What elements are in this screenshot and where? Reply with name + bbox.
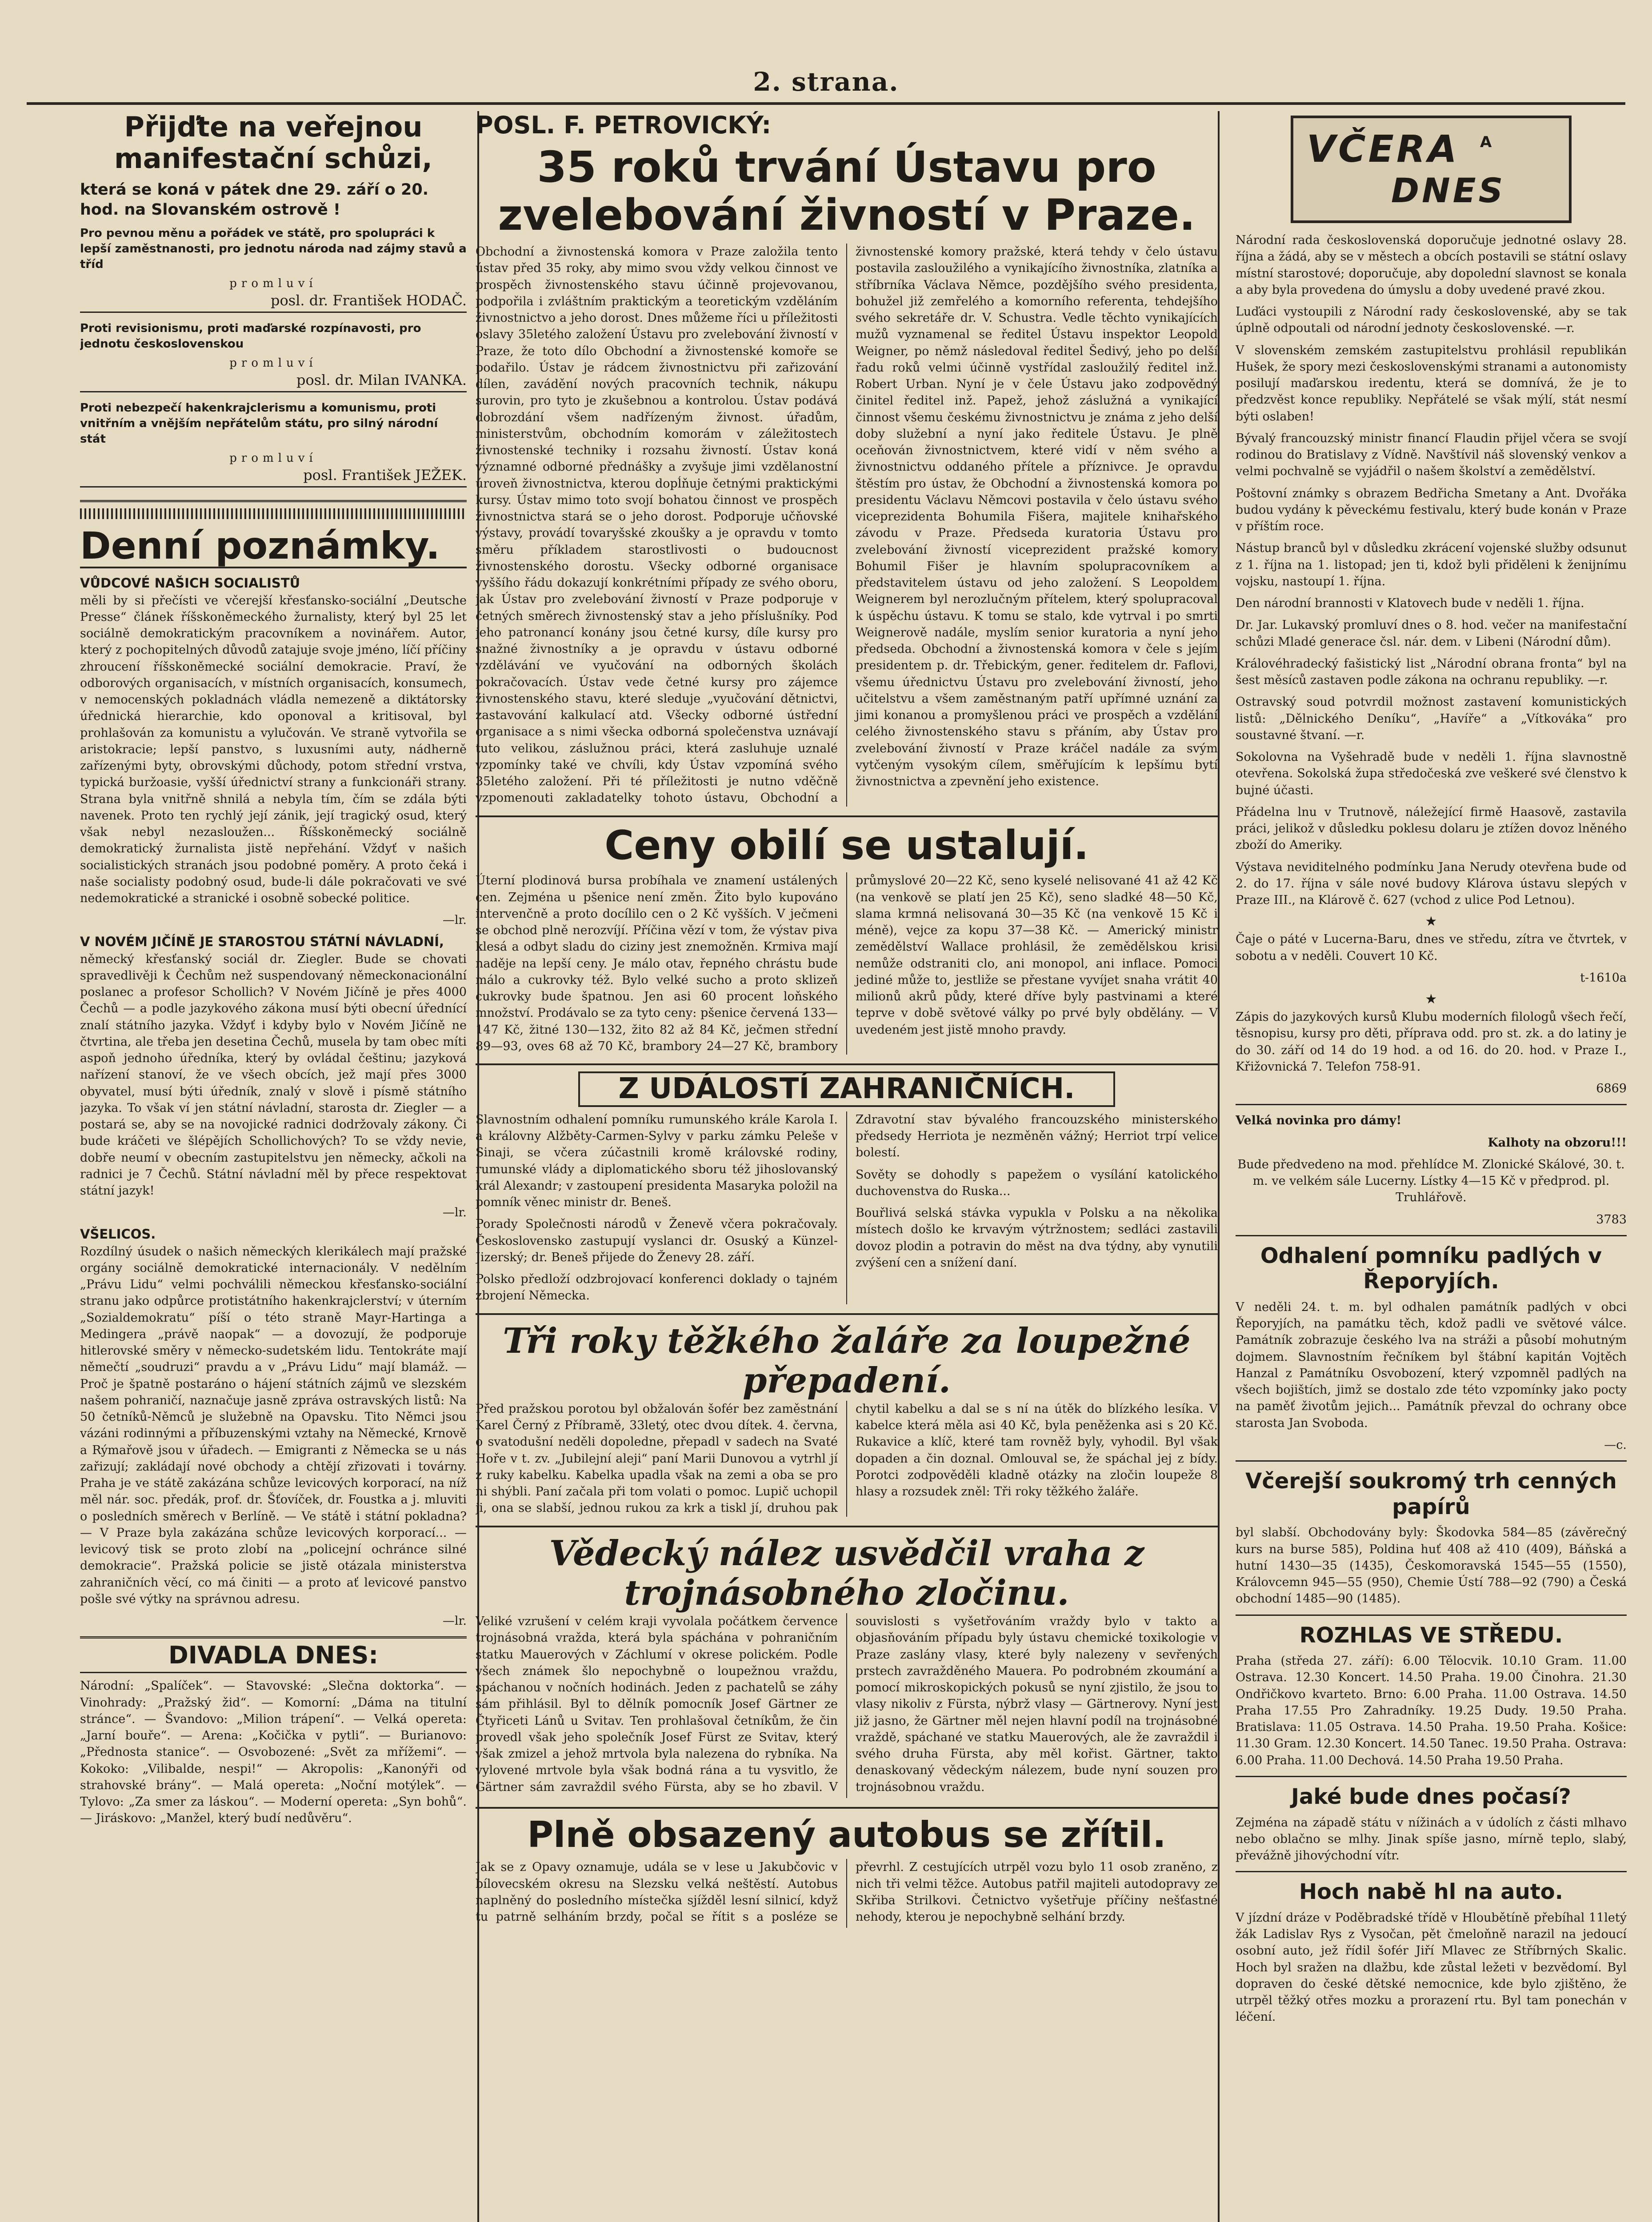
speaker-label: promluví: [229, 276, 317, 290]
brief-item: Nástup branců byl v důsledku zkrácení vojenské služby odsunut z 1. října na 1. listopad; jen ti, kdož byli přiděleni k ženijnímu vojsku, nastoupí 1. října.: [1236, 541, 1627, 588]
vcera-a-dnes-logo: [1291, 116, 1572, 223]
note-title: VŮDCOVÉ NAŠICH SOCIALISTŮ: [80, 575, 300, 591]
star-ornament: ★: [1425, 991, 1437, 1007]
news-item: Polsko předloží odzbrojovací konferenci doklady o tajném zbrojení Německa.: [476, 1272, 838, 1303]
divider: [476, 1063, 1218, 1065]
brief-item: Dr. Jar. Lukavský promluví dnes o 8. hod. večer na manifestační schůzi Mladé generace čsl. nár. dem. v Libeni (Národní dům).: [1236, 618, 1627, 649]
star-ornament: ★: [1425, 914, 1437, 930]
brief-item: Bývalý francouzský ministr financí Flaudin přijel včera se svojí rodinou do Bratislavy z Vídně. Navštívil náš slovenský venkov a velmi pochvalně se vyjádřil o našem školství a zemědělství.: [1236, 431, 1627, 479]
car-body: V jízdní dráze v Poděbradské třídě v Hloubětíně přebíhal 11letý žák Ladislav Rys z Vysočan, pět čmeloňně narazil na jedoucí osobní auto, jež řídil šofér Jiří Mlavec ze Stříbrných Skalic. Hoch byl sražen na dlažbu, kde zůstal ležeti v bezvědomí. Byl dopraven do české dětské nemocnice, kde bylo zjištěno, že utrpěl těžký otřes mozku a prorazení rtu. Byl tam ponechán v léčení.: [1236, 1910, 1627, 2024]
note-body: měli by si přečísti ve včerejší křesťansko-sociální „Deutsche Presse“ článek říšskoněmeckého žurnalisty, který byl 25 let sociálně demokratickým pracovníkem a novinářem. Autor, který z pochopitelných důvodů zatajuje svoje jméno, líčí příčiny zhroucení říšskoněmecké sociální demokracie. Praví, že odborových organisacích, v místních organisacích, konsumech, v nemocenských pokladnách vládla nemezeně a diktátorsky úřednická hierarchie, kdo oponoval a kritisoval, byl prohlašován za komunistu a vylučován. Ve straně vytvořila se aristokracie; lepší panstvo, s luxusními auty, nádherně zařízenými byty, obrovskými důchody, potom střední vrstva, typická buržoasie, vyšší úřednictví strany a funkcionáři strany. Strana byla vnitřně shnilá a nebyla tím, čím se zdála býti navenek. Proto ten rychlý její zánik, její tragický osud, který však nebyl nezasloužen... Říšskoněmecký sociálně demokratický žurnalista jistě nepřehání. Vždyť v našich socialistických stranách jsou podobné poměry. A proto čeká i naše socialisty podobný osud, bude-li dále pokračovati ve své nedemokratické a stranické i osobně sobecké politice.: [80, 593, 467, 906]
page-number: 2. strana.: [753, 67, 899, 97]
theatres-list: Národní: „Spalíček“. — Stavovské: „Slečna doktorka“. — Vinohrady: „Pražský žid“. — Komorní: „Dáma na titulní stránce“. — Švandovo: „Milion trápení“. — Velká opereta: „Jarní bouře“. — Arena: „Kočička v pytli“. — Burianovo: „Přednosta stanice“. — Osvobozené: „Svět za mřížemi“. — Kokoko: „Vilibalde, nespi!“ — Akropolis: „Kanonýři od strahovské brány“. — Malá opereta: „Noční motýlek“. — Tylovo: „Za smer za láskou“. — Moderní opereta: „Syn bohů“. — Jiráskovo: „Manžel, který budí nedůvěru“.: [80, 1679, 467, 1826]
novelty-show: Kalhoty na obzoru!!!: [1488, 1135, 1627, 1150]
article-body: Před pražskou porotou byl obžalován šofér bez zaměstnání Karel Černý z Příbramě, 33letý, otec dvou dítek. 4. června, o svatodušní neděli dopoledne, přepadl v sadech na Svaté Hoře v t. zv. „Jubilejní aleji“ paní Marii Dunovou a vytrhl jí z ruky kabelku. Kabelka upadla však na zemi a oba se pro ni shýbli. Paní začala při tom volati o pomoc. Lupič uchopil ji, ona se slabší, jednou rukou za krk a tiskl jí, druhou pak chytil kabelku a dal se s ní na útěk do blízkého lesíka. V kabelce která měla asi 40 Kč, byla peněženka asi s 20 Kč. Rukavice a klíč, které tam rovněž byly, vyhodil. Byl však dopaden a čin doznal. Omlouval se, že spáchal jej z bídy. Porotci zodpověděli kladně otázky na zločin loupeže 8 hlasy a rozsudek zněl: Tři roky těžkého žaláře.: [476, 1402, 1218, 1515]
section-title-denni-poznamky: Denní poznámky.: [80, 525, 467, 568]
bus-headline: Plně obsazený autobus se zřítil.: [527, 1814, 1166, 1855]
page-header: [27, 62, 1625, 105]
news-item: Sověty se dohodly s papežem o vysílání katolického duchovenstva do Ruska...: [856, 1167, 1218, 1198]
article-body: Jak se z Opavy oznamuje, udála se v lese u Jakubčovic v bílovecském okresu na Slezsku velká neštěstí. Autobus naplněný do posledního místečka sjížděl lesní silnicí, když tu patrně selháním brzdy, počal se řítit s a posléze se převrhl. Z cestujících utrpěl vozu bylo 11 osob zraněno, z nich tři velmi těžce. Autobus patřil majiteli autodopravy ze Skřiba Strilkovi. Četnictvo vyšetřuje příčiny nešťastné nehody, kterou je nepochybně selhání brzdy.: [476, 1860, 1218, 1924]
market-headline: Včerejší soukromý trh cenných papírů: [1245, 1469, 1617, 1519]
divider: [1236, 1615, 1627, 1616]
ad-code: t-1610a: [1580, 971, 1627, 985]
news-item: Zdravotní stav bývalého francouzského ministerského předsedy Herriota je nezměněn vážný; Herriot trpí velice bolestí.: [856, 1112, 1218, 1160]
speaker-name: posl. František JEŽEK.: [80, 467, 467, 488]
car-headline: Hoch nabě hl na auto.: [1299, 1879, 1563, 1905]
note-body: Rozdílný úsudek o našich německých klerikálech mají pražské orgány sociálně demokratické internacionály. V nedělním „Právu Lidu“ velmi pochválili německou křesťansko-sociální stranu jako odpůrce protistátního hakenkrajclerství; v úterním „Sozialdemokratu“ píší o této straně Mayr-Hartinga a Medingera „právě naopak“ — a dovozují, že podporuje hitlerovské směry v německo-sudetském lidu. Tentokráte mají němečtí „soudruzi“ pravdu a v „Právu Lidu“ mají blamáž. — Proč je špatně postaráno o hájení státních zájmů ve slezském našem pohraničí, naznačuje jasně zpráva ostravských listů: Na 50 četníků-Němců je služebně na Opavsku. Tito Němci jsou vázáni rodinnými a příbuzenskými vztahy na Německé, Krnově a Rýmařově jsou v úřadech. — Emigranti z Německa se u nás zařizují; zakládají nové obchody a chtějí zřizovati i továrny. Praha je ve státě zakázána schůze levicových korporací, na níž měl nár. soc. předák, prof. dr. Šťovíček, dr. Foustka a j. mluviti o posledních směrech v Berlíně. — Ve státě i státní pokladna? — V Praze byla zakázána schůze levicových korporací... — levicový tisk se proto zlobí na „policejní ochránce silné demokracie“. Pražská policie se jistě otázala ministerstva zahraničních věcí, co má činiti — a proto ať levicové panstvo pošle své výtky na správnou adresu.: [80, 1244, 467, 1606]
brief-item: Královéhradecký fašistický list „Národní obrana fronta“ byl na šest měsíců zastaven podle zákona na ochranu republiky. —r.: [1236, 656, 1627, 687]
logo-word-dnes: DNES: [1391, 171, 1506, 210]
note-body: německý křesťanský sociál dr. Ziegler. Bude se chovati spravedlivěji k Čechům než suspendovaný německonacionální poslanec a profesor Schollich? V Novém Jičíně je přes 4000 Čechů — a podle jazykového zákona musí býti obecní úřednící znalí státního jazyka. Vždyť i kdyby bylo v Novém Jičíně ne čtvrtina, ale třeba jen desetina Čechů, musela by tam obec míti aspoň jednoho úředníka, který by ovládal češtinu; jazyková nařízení stanoví, že ve všech obcích, jež mají přes 3000 obyvatel, musí býti úředník, znalý v slově i písmě státního jazyka. To však ví jen státní návladní, starosta dr. Ziegler — a postará se, aby se na novojické radnici dodržovaly zákony. Či bude kráčeti ve šlépějích Schollichových? To se vždy nevie, dobře neumí v obecním zastupitelstvu jen německy, ačkoli na radnici je 7 Čechů. Státní návladní měl by přece respektovat státní jazyk!: [80, 952, 467, 1198]
weather-headline: Jaké bude dnes počasí?: [1291, 1784, 1571, 1809]
issue-text: Proti nebezpečí hakenkrajclerismu a komunismu, proti vnitřním a vnějším nepřátelům státu, pro silný národní stát: [80, 401, 438, 446]
note-signature: —lr.: [442, 913, 467, 927]
murder-headline: Vědecký nález usvědčil vraha z trojnásobného zločinu.: [549, 1533, 1144, 1614]
novelty-text: Bude předvedeno na mod. přehlídce M. Zlonické Skálové, 30. t. m. ve velkém sále Lucerny. Lístky 4—15 Kč v předprod. pl. Truhlářově.: [1237, 1157, 1625, 1205]
note-signature: —lr.: [442, 1614, 467, 1628]
brief-item: V slovenském zemském zastupitelstvu prohlásil republikán Hušek, že spory mezi československými stranami a autonomisty posilují maďarskou iredentu, která se domnívá, že je to předzvěst konce republiky. Nepřátelé se však mýlí, stát nesmí býti oslaben!: [1236, 343, 1627, 424]
news-item: Bouřlivá selská stávka vypukla v Polsku a na několika místech došlo ke krvavým výtržnostem; sedláci zastavili dovoz plodin a potravin do měst na dva týdny, aby vynutili zvýšení cen a snížení daní.: [856, 1206, 1218, 1270]
divider: [1236, 1460, 1627, 1462]
brief-item: Výstava neviditelného podmínku Jana Nerudy otevřena bude od 2. do 17. října v sále nové budovy Klárova ústavu slepých v Praze III., na Klárově č. 627 (vchod z ulice Pod Letnou).: [1236, 860, 1627, 907]
news-item: Slavnostním odhalení pomníku rumunského krále Karola I. a královny Alžběty-Carmen-Sylvy v parku zámku Peleše v Sinaji, se včera zúčastnili kromě královské rodiny, rumunské vlády a diplomatického sboru též jihoslovanský král Alexandr; v zastoupení presidenta Masaryka položil na pomník věnec ministr dr. Beneš.: [476, 1112, 838, 1209]
ad-text: Zápis do jazykových kursů Klubu moderních filologů všech řečí, těsnopisu, kursy pro děti, příprava odd. pro st. zk. a do latiny je do 30. září od 14 do 19 hod. a od 16. do 20. hod. v Praze I., Křižovnická 7. Telefon 758-91.: [1236, 1010, 1627, 1074]
note-signature: —lr.: [442, 1206, 467, 1220]
brief-item: Národní rada československá doporučuje jednotné oslavy 28. října a žádá, aby se v městech a obcích postavili se státní oslavy místní starostové; doporučuje, aby dopolední slavnost se konala a aby byla provedena do úmyslu a doby uvedené pravé zkou.: [1236, 233, 1627, 297]
radio-headline: ROZHLAS VE STŘEDU.: [1299, 1623, 1563, 1648]
murder-article-body: [476, 1613, 1218, 1798]
market-body: byl slabší. Obchodovány byly: Škodovka 584—85 (závěrečný kurs na burse 585), Poldina huť 408 až 410 (409), Báňská a hutní 1430—35 (1435), Českomoravská 1545—55 (1550), Královcemn 945—55 (950), Chemie Ústí 788—92 (790) a Česká obchodní 1485—90 (1485).: [1236, 1526, 1627, 1606]
theatres-title: DIVADLA DNES:: [80, 1636, 467, 1673]
article-body: Úterní plodinová bursa probíhala ve znamení ustálených cen. Zejména u pšenice není změn. Žito bylo kupováno intervenčně a proto docílilo cen o 2 Kč vyšších. V ječmeni se obchod plně nerozvíjí. Příčina vězí v tom, že výstav piva klesá a odbyt sladu do ciziny jest znemožněn. Krmiva mají naděje na lepší ceny. Je málo otav, řepného chrástu bude málo a cukrovky též. Bylo velké sucho a proto sklizeň cukrovky bude špatnou. Jen asi 60 procent loňského množství. Prodávalo se za tyto ceny: pšenice červená 133—147 Kč, žitné 130—132, žito 82 až 84 Kč, ječmen střední 89—93, oves 68 až 70 Kč, brambory 24—27 Kč, brambory průmyslové 20—22 Kč, seno kyselé nelisované 41 až 42 Kč (na venkově se platí jen 25 Kč), seno sladké 48—50 Kč, slama krmná nelisovaná 30—35 Kč (na venkově 15 Kč i méně), vejce za kopu 37—38 Kč. — Americký ministr zemědělství Wallace prohlásil, že zemědělskou krisi nemůže odstraniti clo, ani monopol, ani inflace. Pomoci jediné může to, jestliže se přestane vyvíjet snaha vrátit 40 milionů akrů půdy, které dříve byly pastvinami a které teprve v době světové války po prvé byly obdělány. — V uvedeném jest jistě mnoho pravdy.: [476, 874, 1218, 1053]
brief-item: Přádelna lnu v Trutnově, náležející firmě Haasově, zastavila práci, jelikož v důsledku poklesu dolaru je ztížen dovoz lněného zboží do Ameriky.: [1236, 805, 1627, 852]
grain-headline: Ceny obilí se ustalují.: [604, 822, 1089, 869]
issue-text: Proti revisionismu, proti maďarské rozpínavosti, pro jednotu československou: [80, 321, 421, 351]
divider: [1236, 1776, 1627, 1777]
news-item: Porady Společnosti národů v Ženevě včera pokračovaly. Československo zastupují vyslanci dr. Osuský a Künzel-Jizerský; dr. Beneš přijede do Ženevy 28. září.: [476, 1217, 838, 1264]
monument-signature: —c.: [1604, 1438, 1627, 1452]
ad-text: Čaje o páté v Lucerna-Baru, dnes ve středu, zítra ve čtvrtek, v sobotu a v neděli. Couvert 10 Kč.: [1236, 932, 1627, 963]
bus-article-body: [476, 1859, 1218, 1928]
speaker-name: posl. dr. František HODAČ.: [80, 292, 467, 313]
article-body: Veliké vzrušení v celém kraji vyvolala počátkem července trojnásobná vražda, která byla spáchána v pohraničním statku Mauerových v Záchlumí v okrese polickém. Podle všech známek šlo nepochybně o loupežnou vraždu, spáchanou v nočních hodinách. Jeden z pachatelů se záhy sám přihlásil. Byl to dělník pomocník Josef Gärtner ze Čtyřiceti Lánů u Svitav. Ten prohlašoval četníkům, že čin provedl však jeho společník Josef Fürst ze Svitav, který však zmizel a jehož mrtvola byla nalezena do rybníka. Na vylovené mrtvole byla však bodná rána a tu vysvitlo, že Gärtner sám zavraždil svého Fürsta, aby se ho zbavil. V souvislosti s vyšetřováním vraždy bylo v takto a objasňováním případu byly ústavu chemické toxikologie v Praze zaslány vlasy, které byly nalezeny v sevřených prstech zavražděného Mauera. Po podrobném zkoumání a pomocí mikroskopických pokusů se nyní zjistilo, že jsou to vlasy nikoliv z Fürsta, nýbrž vlasy — Gärtnerovy. Nyní jest již jasno, že Gärtner měl nejen hlavní podíl na trojnásobné vraždě, spáchané ve statku Mauerových, ale že zavraždil i svého druha Fürsta, aby měl kořist. Gärtner, takto denaskovaný vědeckým nálezem, bude nyní souzen pro trojnásobnou vraždu.: [476, 1615, 1218, 1794]
lead-article-body: [476, 244, 1218, 807]
lead-headline: 35 roků trvání Ústavu pro zvelebování živností v Praze.: [498, 142, 1196, 240]
brief-item: Poštovní známky s obrazem Bedřicha Smetany a Ant. Dvořáka budou vydány k pěveckému festivalu, který bude konán v Praze v příštím roce.: [1236, 486, 1627, 533]
grain-article-body: [476, 872, 1218, 1055]
logo-word-vcera: VČERA: [1307, 127, 1460, 171]
divider: [1236, 1235, 1627, 1236]
meeting-announcement: [80, 111, 467, 502]
note-title: V NOVÉM JIČÍNĚ JE STAROSTOU STÁTNÍ NÁVLADNÍ,: [80, 934, 444, 949]
divider: [476, 1807, 1218, 1809]
monument-body: V neděli 24. t. m. byl odhalen památník padlých v obci Řeporyjích, na památku těch, kdož padli ve světové válce. Památník zobrazuje českého lva na stráži a působí mohutným dojmem. Slavnostním řečníkem byl štábní kapitán Vojtěch Hanzal z Památníku Osvobození, který vzpomněl padlých na všech bojištích, jimž se dostalo zde této vzpomínky jako pocty na paměť životům jejich... Památník převzal do ochrany obce starosta Jan Svoboda.: [1236, 1300, 1627, 1430]
brief-item: Sokolovna na Vyšehradě bude v neděli 1. října slavnostně otevřena. Sokolská župa středočeská zve veškeré své členstvo k bujné účasti.: [1236, 750, 1627, 797]
monument-headline: Odhalení pomníku padlých v Řeporyjích.: [1260, 1243, 1602, 1294]
decorative-rule: [80, 508, 467, 519]
announcement-subtitle: která se koná v pátek dne 29. září o 20. hod. na Slovanském ostrově !: [80, 180, 429, 219]
brief-item: Luďáci vystoupili z Národní rady československé, aby se tak úplně odpoutali od národní jednoty československé. —r.: [1236, 305, 1627, 336]
article-body: Obchodní a živnostenská komora v Praze založila tento ústav před 35 roky, aby mimo svou vždy velkou činnost ve prospěch živnostenského stavu účinně projevovanou, podpořila i zvláštním praktickým a teoretickým vzděláním živnostnictvo a jeho dorost. Dnes můžeme říci u příležitosti oslavy 35letého založení Ústavu pro zvelebování živností v Praze, že toto dílo Obchodní a živnostenské komoře se podařilo. Ústav je rádcem živnostnictvu při zařizování dílen, zavádění nových pracovních technik, nákupu surovin, pro tyto je zkušebnou a kontrolou. Ústav podává dobrozdání všem nadřízeným živnost. úřadům, ministerstvům, obchodním komorám v záležitostech živnostenské techniky i rozsahu živností. Ústav koná významné odborné přednášky a zvyšuje jimi vzdělanostní úroveň živnostnictva, kterou dopĺňuje četnými praktickými kursy. Ústav mimo toto svojí bohatou činnost ve prospěch živnostnictva stará se o jeho dorost. Podporuje učňovské výstavy, provádí tovaryšské zkoušky a je opravdu v tomto směru příkladem starostlivosti o budoucnost živnostenského dorostu. Všecky odborné organisace vyššího řádu dokazují konkrétními případy ze svého oboru, jak Ústav pro zvelebování živností v Praze podporuje v četných směrech živnostenský stav a jeho příslušníky. Pod jeho patronancí konány jsou četné kursy, díle kursy pro snažné živnostníky a je opravdu v ústavu odborné vzdělávání ve vyučování na odborných školách pokračovacích. Ústav vede četné kursy pro zájemce živnostenského stavu, které sleduje „vyučování dětnictvi, zastavování kalkulací atd. Všecky odborné ústřední organisace a s nimi všecka odborná společenstva uznávají tuto velikou, záslužnou práci, která zasluhuje uznalé vzpomínky také ve chvíli, kdy Ústav vzpomíná svého 35letého založení. Při té příležitosti je nutno vděčně vzpomenouti zakladatelky tohoto ústavu, Obchodní a živnostenské komory pražské, která tehdy v čelo ústavu postavila zasloužilého a vynikajícího živnostníka, zlatníka a stříbrníka Václava Němce, pozdějšího svého presidenta, bohužel již zemřelého a komorního referenta, tehdejšího svého sekretáře dr. V. Schustra. Vedle těchto vynikajících mužů vyznamenal se ředitel Ústavu inspektor Leopold Weigner, po němž následoval ředitel Šedivý, jeho po delší řadu roků velmi účinně vystřídal zasloužilý ředitel inž. Robert Urban. Nyní je v čele Ústavu jako zodpovědný činitel ředitel inž. Papež, jehož záslužná a vynikající činnost všemu českému živnostnictvu je známa z jeho delší doby služební a nyní jako ředitele Ústavu. Je plně oceňován živnostnictvem, které vidí v něm svého a živnostnictvu oddaného přítele a příznivce. Je opravdu štěstím pro ústav, že Obchodní a živnostenská komora po presidentu Václavu Němcovi postavila v čelo ústavu svého viceprezidenta Bohumila Fišera, majitele knihařského závodu v Praze. Předseda kuratoria Ústavu pro zvelebování živností viceprezident pražské komory Bohumil Fišer je hlavním spolupracovníkem a představitelem ústavu od jeho založení. S Leopoldem Weignerem byl nerozlučným přítelem, který spolupracoval k úspěchu ústavu. K tomu se stalo, kde vytrval i po smrti Weignerově nadále, myslím senior kuratoria a nyní jeho předseda. Obchodní a živnostenská komora v čele s jejím presidentem p. dr. Třebickým, gener. ředitelem dr. Faflovi, všemu úřednictvu Ústavu pro zvelebování živností, jeho učitelstvu a všem zaměstnaným patří upřímné uznání za jimi konanou a promyšlenou práci ve prospěch a vzdělání celého živnostenského stavu s přáním, aby Ústav pro zvelebování živností v Praze kráčel nadále za svým vytčeným vysokým cílem, směřujícím k lepšímu bytí živnostnictva a zpevnění jeho existence.: [476, 245, 1218, 805]
novelty-title: Velká novinka pro dámy!: [1236, 1114, 1402, 1128]
logo-word-a: A: [1480, 133, 1492, 151]
announcement-title: Přijďte na veřejnou manifestační schůzi,: [114, 111, 432, 175]
foreign-news-body: [476, 1111, 1218, 1304]
left-column: [80, 111, 479, 2222]
note-title: VŠELICOS.: [80, 1226, 156, 1242]
speaker-name: posl. dr. Milan IVANKA.: [80, 372, 467, 392]
article-author: POSL. F. PETROVICKÝ:: [476, 111, 772, 139]
speaker-label: promluví: [229, 452, 317, 465]
issue-text: Pro pevnou měnu a pořádek ve státě, pro spolupráci k lepší zaměstnanosti, pro jednotu národa nad zájmy stavů a tříd: [80, 226, 467, 271]
brief-item: Den národní brannosti v Klatovech bude v neděli 1. října.: [1236, 596, 1584, 610]
novelty-code: 3783: [1596, 1212, 1627, 1227]
ad-code: 6869: [1596, 1082, 1627, 1095]
right-column: [1236, 111, 1627, 2222]
weather-body: Zejména na západě státu v nížinách a v údolích z části mlhavo nebo oblačno se mlhy. Jinak spíše jasno, mírně teplo, slabý, převážně jihovýchodní vítr.: [1236, 1815, 1627, 1863]
brief-item: Ostravský soud potvrdil možnost zastavení komunistických listů: „Dělnického Deníku“, „Havíře“ a „Vítkováka“ pro soustavné štvaní. —r.: [1236, 695, 1627, 742]
middle-column: [476, 111, 1220, 2222]
speaker-label: promluví: [229, 356, 317, 370]
divider: [476, 1313, 1218, 1315]
divider: [476, 815, 1218, 817]
radio-body: Praha (středa 27. září): 6.00 Tělocvik. 10.10 Gram. 11.00 Ostrava. 12.30 Koncert. 14.50 Praha. 19.00 Činohra. 21.30 Ondřičkovo kvarteto. Brno: 6.00 Praha. 11.00 Ostrava. 14.50 Praha 17.55 Pro Zahradníky. 19.25 Dudy. 19.50 Praha. Bratislava: 11.05 Ostrava. 14.50 Praha. 19.50 Praha. Košice: 11.30 Gram. 12.30 Koncert. 14.50 Tanec. 19.50 Praha. Ostrava: 6.00 Praha. 11.00 Dechová. 14.50 Praha 19.50 Praha.: [1236, 1654, 1627, 1767]
divider: [1236, 1871, 1627, 1872]
foreign-headline: Z UDÁLOSTÍ ZAHRANIČNÍCH.: [578, 1071, 1115, 1107]
prison-headline: Tři roky těžkého žaláře za loupežné přepadení.: [503, 1320, 1191, 1401]
divider: [476, 1526, 1218, 1527]
divider: [1236, 1104, 1627, 1105]
prison-article-body: [476, 1401, 1218, 1517]
